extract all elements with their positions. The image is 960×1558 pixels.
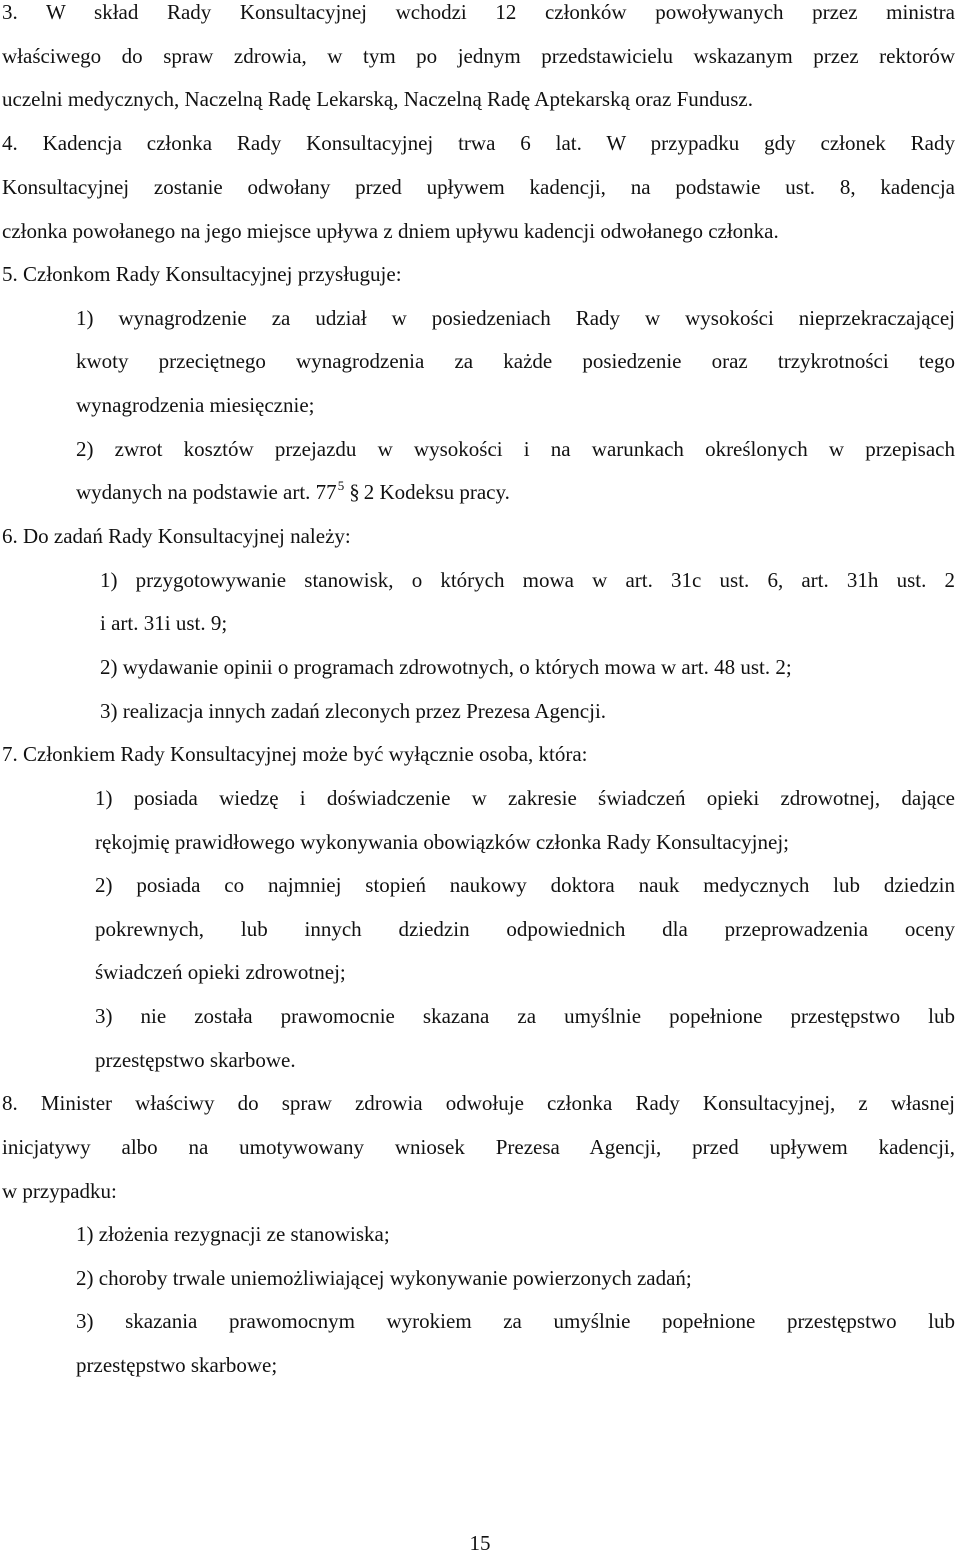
text-line: świadczeń opieki zdrowotnej; [95, 960, 346, 984]
text-line: 3. W skład Rady Konsultacyjnej wchodzi 12 członków powoływanych przez ministra [2, 0, 955, 24]
section-heading: 5. Członkom Rady Konsultacyjnej przysługuje: [2, 262, 402, 286]
text-line: 8. Minister właściwy do spraw zdrowia odwołuje członka Rady Konsultacyjnej, z własnej [2, 1091, 955, 1115]
text-line: Konsultacyjnej zostanie odwołany przed upływem kadencji, na podstawie ust. 8, kadencja [2, 175, 955, 199]
section-heading: 6. Do zadań Rady Konsultacyjnej należy: [2, 524, 351, 548]
text-line: rękojmię prawidłowego wykonywania obowiązków członka Rady Konsultacyjnej; [95, 830, 789, 854]
text-line: właściwego do spraw zdrowia, w tym po jednym przedstawicielu wskazanym przez rektorów [2, 44, 955, 68]
section-heading: 7. Członkiem Rady Konsultacyjnej może być wyłącznie osoba, która: [2, 742, 588, 766]
list-item: 3) skazania prawomocnym wyrokiem za umyślnie popełnione przestępstwo lub [76, 1309, 955, 1333]
text-line: członka powołanego na jego miejsce upływa z dniem upływu kadencji odwołanego członka. [2, 219, 779, 243]
text-segment: 2 Kodeksu pracy. [363, 480, 510, 504]
text-line [76, 477, 510, 507]
page-number: 15 [469, 1531, 491, 1555]
list-item: 1) przygotowywanie stanowisk, o których mowa w art. 31c ust. 6, art. 31h ust. 2 [100, 568, 955, 592]
list-item: 3) nie została prawomocnie skazana za umyślnie popełnione przestępstwo lub [95, 1004, 955, 1028]
superscript: 5 [337, 478, 345, 493]
text-line: pokrewnych, lub innych dziedzin odpowiednich dla przeprowadzenia oceny [95, 917, 955, 941]
section-sign: § [349, 480, 360, 504]
text-line: uczelni medycznych, Naczelną Radę Lekarską, Naczelną Radę Aptekarską oraz Fundusz. [2, 87, 753, 111]
list-item: 3) realizacja innych zadań zleconych przez Prezesa Agencji. [100, 699, 607, 723]
list-item: 1) złożenia rezygnacji ze stanowiska; [76, 1222, 390, 1246]
text-segment: wydanych na podstawie art. 77 [76, 480, 337, 504]
text-line: inicjatywy albo na umotywowany wniosek Prezesa Agencji, przed upływem kadencji, [2, 1135, 955, 1159]
list-item: 1) posiada wiedzę i doświadczenie w zakresie świadczeń opieki zdrowotnej, dające [95, 786, 955, 810]
text-line: w przypadku: [2, 1179, 117, 1203]
text-line: i art. 31i ust. 9; [100, 611, 228, 635]
text-line: kwoty przeciętnego wynagrodzenia za każde posiedzenie oraz trzykrotności tego [76, 349, 955, 373]
list-item: 2) posiada co najmniej stopień naukowy doktora nauk medycznych lub dziedzin [95, 873, 955, 897]
list-item: 2) choroby trwale uniemożliwiającej wykonywanie powierzonych zadań; [76, 1266, 692, 1290]
text-line: przestępstwo skarbowe. [95, 1048, 296, 1072]
text-line: 4. Kadencja członka Rady Konsultacyjnej trwa 6 lat. W przypadku gdy członek Rady [2, 131, 955, 155]
list-item: 1) wynagrodzenie za udział w posiedzeniach Rady w wysokości nieprzekraczającej [76, 306, 955, 330]
list-item: 2) wydawanie opinii o programach zdrowotnych, o których mowa w art. 48 ust. 2; [100, 655, 792, 679]
text-line: przestępstwo skarbowe; [76, 1353, 278, 1377]
text-line: wynagrodzenia miesięcznie; [76, 393, 315, 417]
list-item: 2) zwrot kosztów przejazdu w wysokości i na warunkach określonych w przepisach [76, 437, 955, 461]
